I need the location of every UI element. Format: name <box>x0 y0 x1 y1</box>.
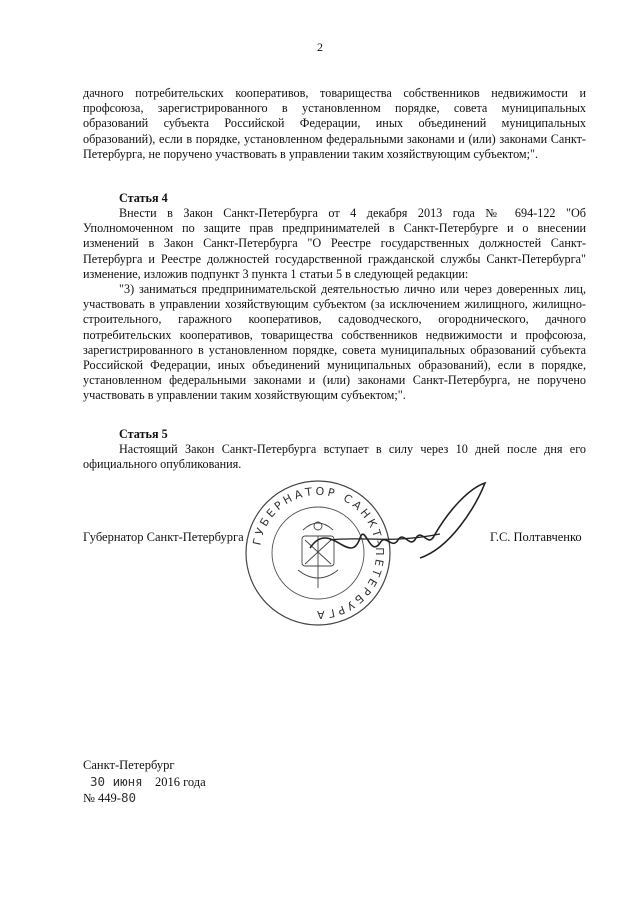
signatory-position: Губернатор Санкт-Петербурга <box>83 530 244 544</box>
handwritten-signature <box>300 478 500 588</box>
article-5-text: Настоящий Закон Санкт-Петербурга вступает в силу через 10 дней после дня его официального опубликования. <box>83 442 586 472</box>
law-number-prefix: № 449- <box>83 791 121 805</box>
law-number <box>83 790 136 806</box>
article-4-heading: Статья 4 <box>119 191 168 205</box>
svg-text:ГУБЕРНАТОР САНКТ-ПЕТЕРБУРГА: ГУБЕРНАТОР САНКТ-ПЕТЕРБУРГА <box>250 484 387 622</box>
page-number: 2 <box>317 40 323 54</box>
continuation-paragraph: дачного потребительских кооперативов, товарищества собственников недвижимости и профсоюза, зарегистрированного в установленном порядке, совета муниципальных образований субъекта Российской Федерации, иных объединений муниципальных образований), если в порядке, установленном федеральными законами и (или) законами Санкт-Петербурга, не поручено участвовать в управлении таким хозяйствующим субъектом;". <box>83 86 586 161</box>
place-of-signing: Санкт-Петербург <box>83 758 175 772</box>
article-4-intro: Внести в Закон Санкт-Петербурга от 4 декабря 2013 года № 694-122 "Об Уполномоченном по защите прав предпринимателей в Санкт-Петербурге и о внесении изменений в Закон Санкт-Петербурга "О Реестре государственных должностей Санкт-Петербурга и Реестре должностей государственной гражданской службы Санкт-Петербурга" изменение, изложив подпункт 3 пункта 1 статьи 5 в следующей редакции: <box>83 206 586 281</box>
date-line <box>90 774 206 790</box>
date-year: 2016 года <box>154 775 206 789</box>
article-4-item: "3) заниматься предпринимательской деятельностью лично или через доверенных лиц, участвовать в управлении хозяйствующим субъектом (за исключением жилищного, жилищно-строительного, гаражного кооперативов, садоводческого, огороднического, дачного потребительских кооперативов, товарищества собственников недвижимости и профсоюза, зарегистрированного в установленном порядке, совета муниципальных образований субъекта Российской Федерации, иных объединений муниципальных образований), если в порядке, установленном федеральными законами и (или) законами Санкт-Петербурга, не поручено участвовать в управлении таким хозяйствующим субъектом;". <box>83 282 586 403</box>
article-5-heading: Статья 5 <box>119 427 168 441</box>
signatory-name: Г.С. Полтавченко <box>490 530 582 544</box>
law-number-hand: 80 <box>120 790 137 805</box>
date-day: 30 июня <box>90 774 143 789</box>
